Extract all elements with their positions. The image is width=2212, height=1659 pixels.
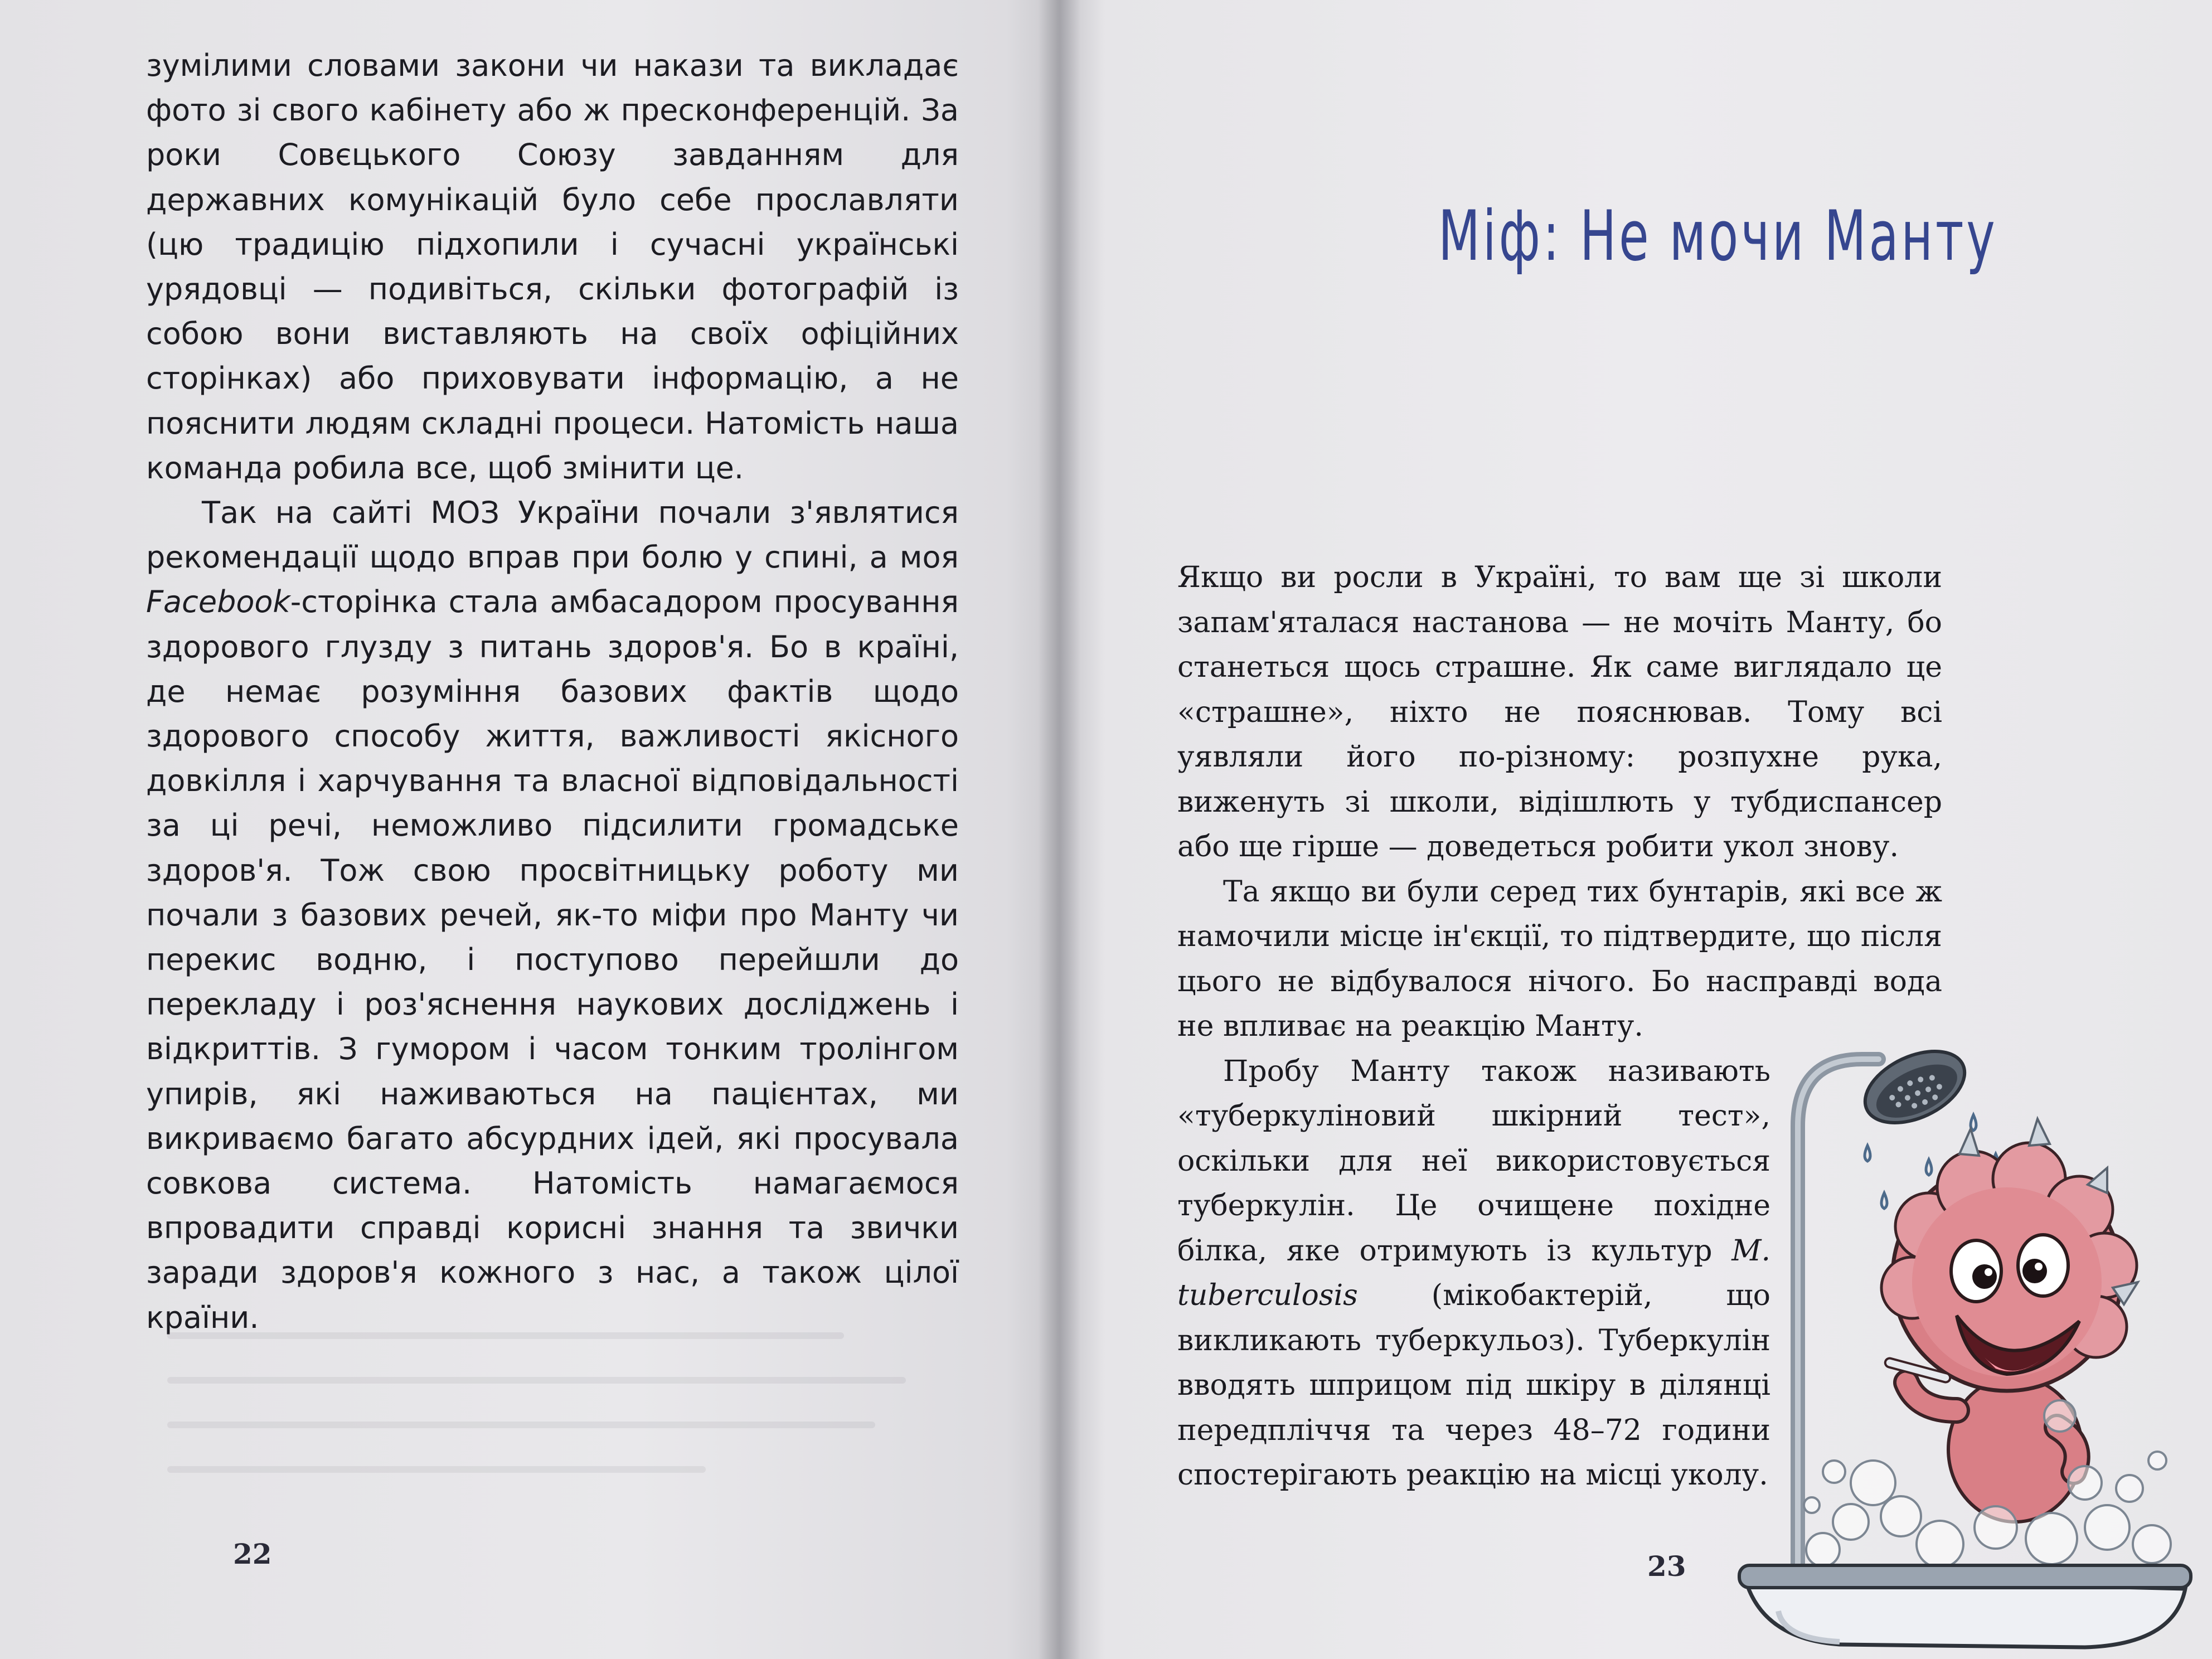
facebook-italic: Facebook — [146, 584, 290, 620]
page-number-left: 22 — [233, 1537, 272, 1570]
bathtub-bacterium-illustration — [1695, 1026, 2196, 1650]
chapter-title: Міф: Не мочи Манту — [1438, 196, 1998, 276]
left-page-body — [146, 43, 959, 1340]
left-paragraph-2 — [146, 491, 959, 1340]
page-number-right: 23 — [1647, 1550, 1686, 1583]
left-paragraph-2-end: -сторінка стала амбасадором просування здорового глузду з питань здоров'я. Бо в країні, де немає розуміння базових фактів щодо здорового способу життя, важливості якісного довкілля і харчування та власної відповідальності за ці речі, неможливо підсилити громадське здоров'я. Тож свою просвітницьку роботу ми почали з базових речей, як-то міфи про Манту чи перекис водню, і поступово перейшли до перекладу і роз'яснення наукових досліджень і відкриттів. З гумором і часом тонким тролінгом упирів, які наживаються на пацієнтах, ми викриваємо багато абсурдних ідей, які просувала совкова система. Натомість намагаємося впровадити справді корисні знання та звички заради здоров'я кожного з нас, а також цілої країни. — [146, 584, 959, 1335]
show-through-text — [167, 1332, 937, 1511]
left-paragraph-2-start: Так на сайті МОЗ України почали з'являтися рекомендації щодо вправ при болю у спині, а моя — [146, 495, 959, 575]
book-gutter — [1038, 0, 1080, 1659]
bathtub-icon — [1739, 1565, 2191, 1647]
right-paragraph-3-end: (мікобактерій, що викликають туберкульоз). Туберкулін вводять шприцом під шкіру в ділянці передпліччя та через 48–72 години спостерігають реакцію на місці уколу. — [1177, 1279, 1770, 1492]
bacterium-character-icon — [1881, 1119, 2138, 1522]
right-paragraph-3-start: Пробу Манту також називають «туберкуліновий шкірний тест», оскільки для неї використовується туберкулін. Це очищене похідне білка, яке отримують із культур — [1177, 1054, 1770, 1268]
right-paragraph-3 — [1177, 1049, 1770, 1498]
right-paragraph-2: Та якщо ви були серед тих бунтарів, які все ж намочили місце ін'єкції, то підтвердите, що після цього не відбувалося нічого. Бо насправді вода не впливає на реакцію Манту. — [1177, 875, 1942, 1043]
left-page — [0, 0, 1059, 1659]
tuberculosis-italic: M. tuberculosis — [1177, 1234, 1770, 1312]
left-paragraph-1: зумілими словами закони чи накази та викладає фото зі свого кабінету або ж пресконференцій. За роки Совєцького Союзу завданням для державних комунікацій було себе прославляти (цю традицію підхопили і сучасні українські урядовці — подивіться, скільки фотографій із собою вони виставляють на своїх офіційних сторінках) або приховувати інформацію, а не пояснити людям складні процеси. Натомість наша команда робила все, щоб змінити це. — [146, 48, 959, 486]
right-paragraph-1: Якщо ви росли в Україні, то вам ще зі школи запам'яталася настанова — не мочіть Манту, бо станеться щось страшне. Як саме виглядало це «страшне», ніхто не пояснював. Тому всі уявляли його по-різному: розпухне рука, виженуть зі школи, відішлють у тубдиспансер або ще гірше — доведеться робити укол знову. — [1177, 561, 1942, 864]
